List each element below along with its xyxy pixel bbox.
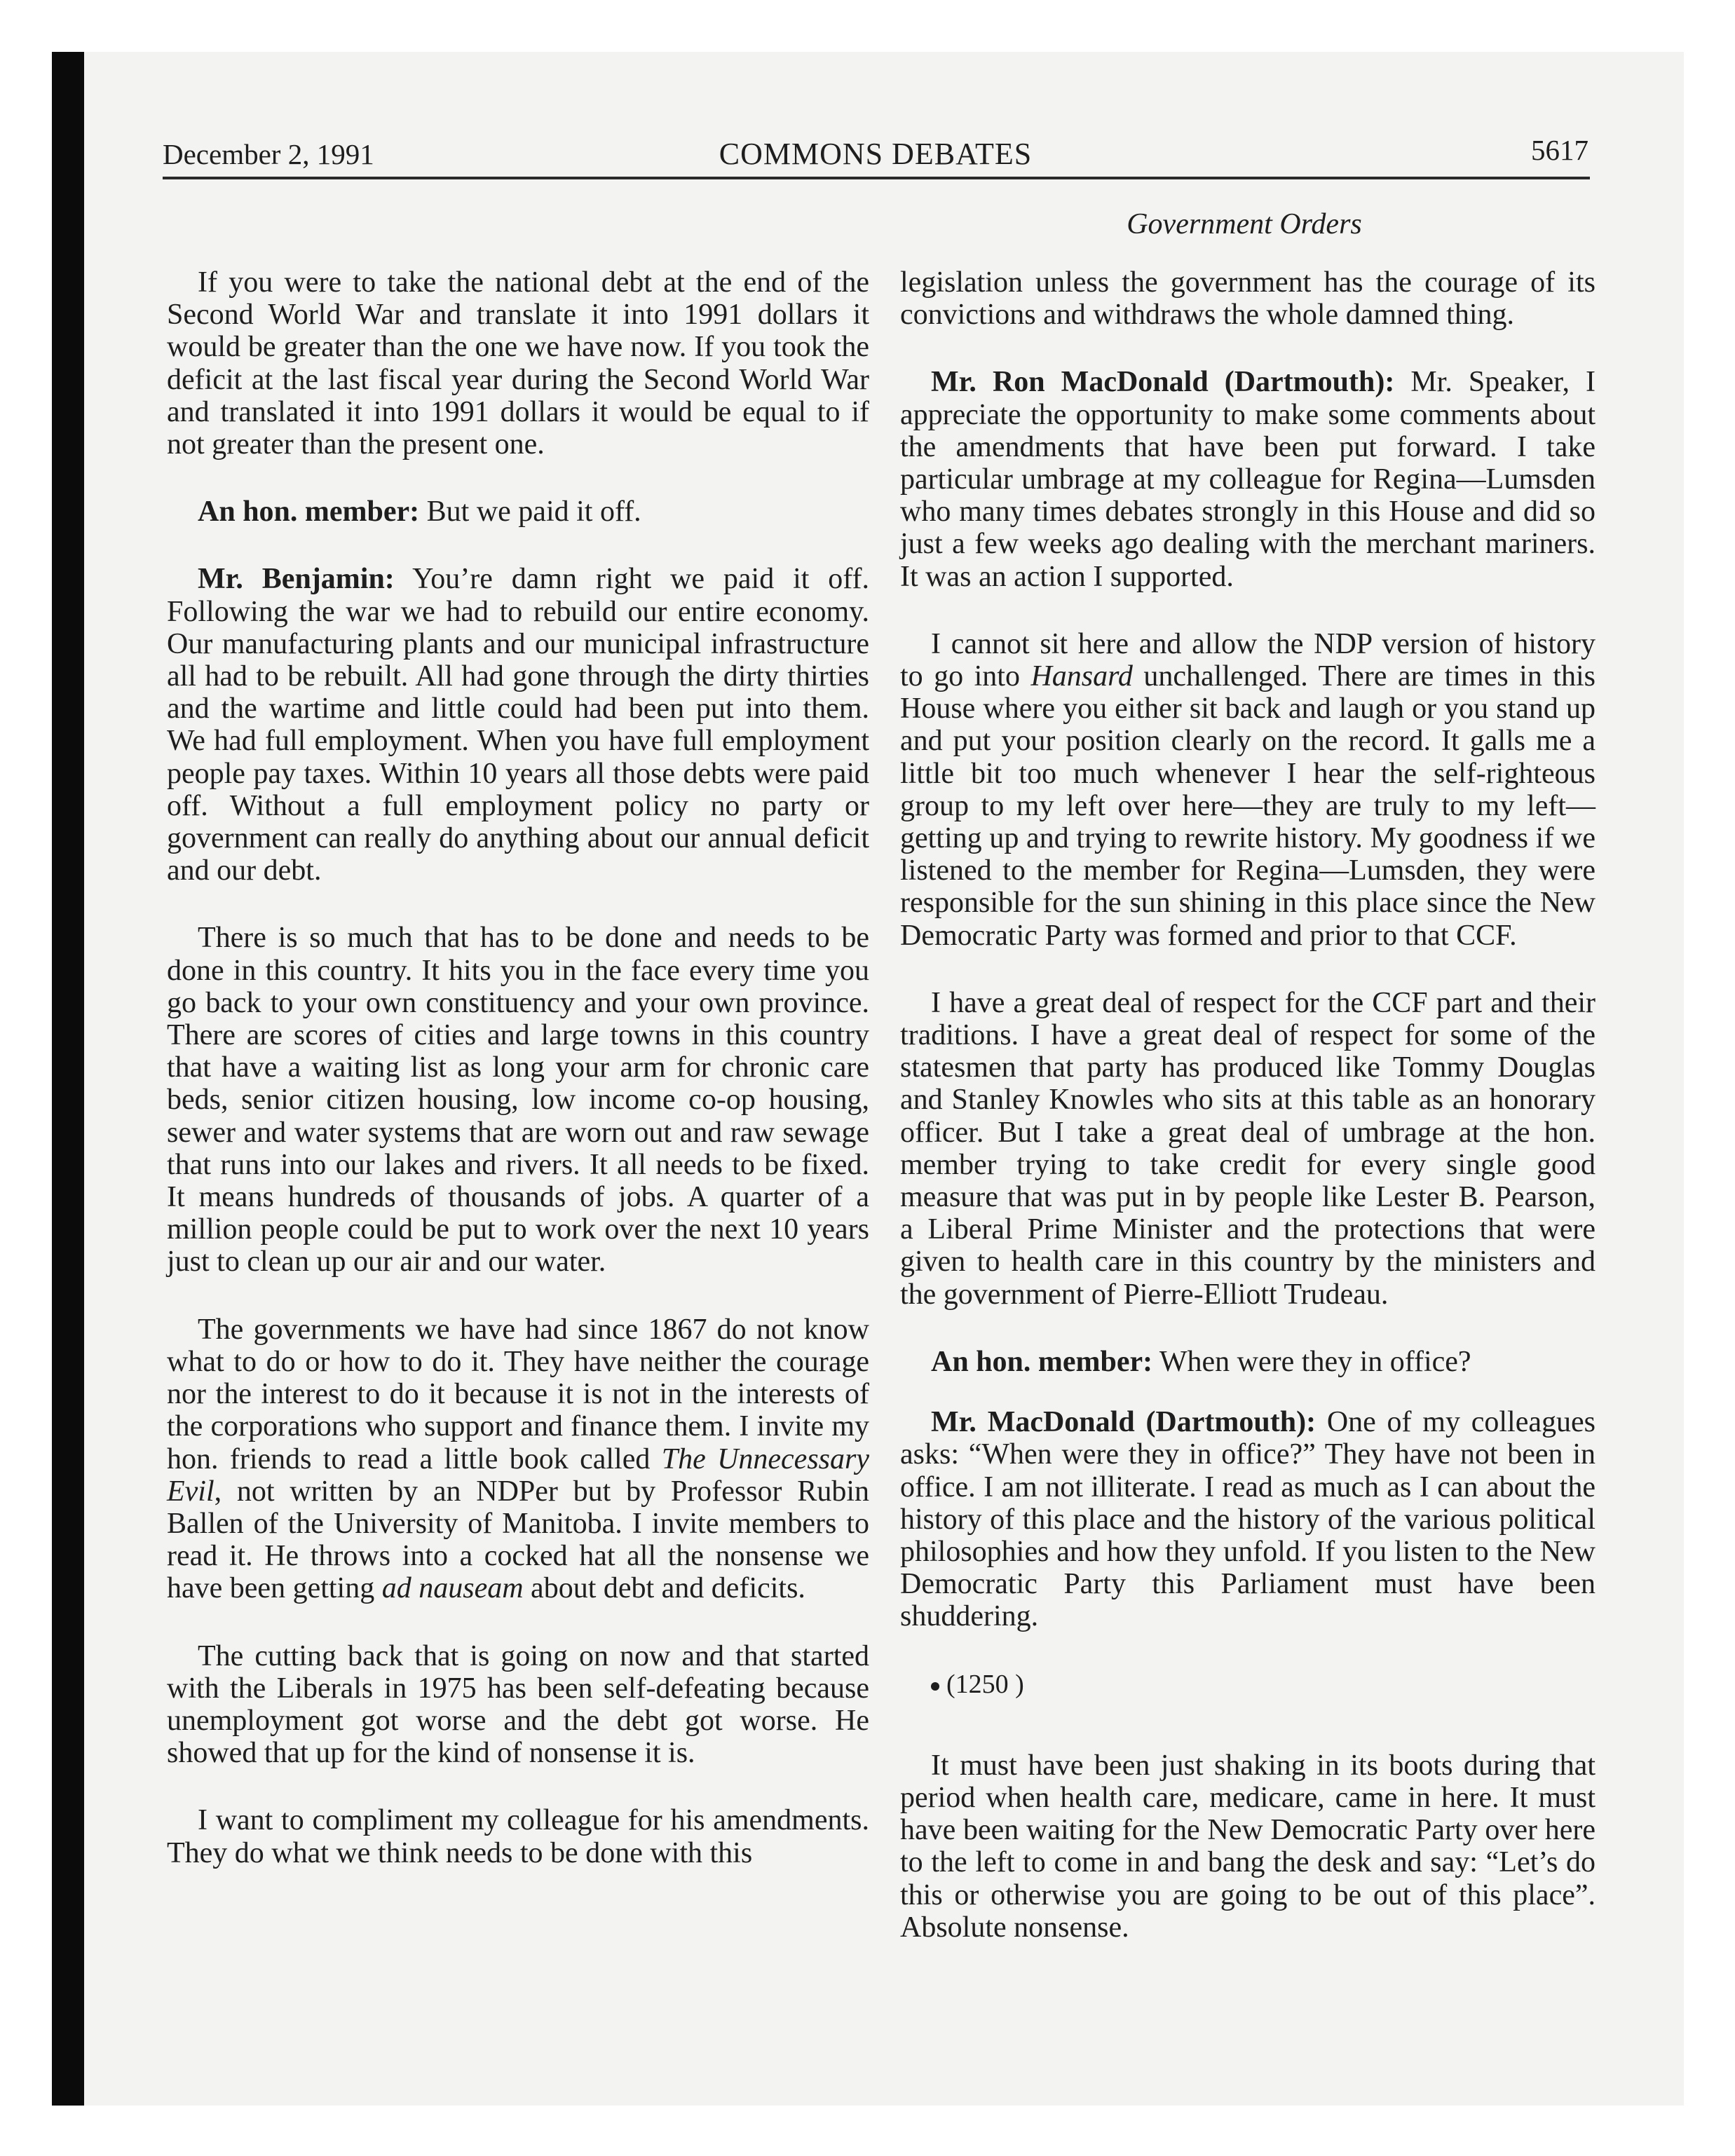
paragraph-text: about debt and deficits. [523, 1572, 805, 1605]
publication-title: Hansard [1030, 660, 1133, 693]
paragraph: I have a great deal of respect for the CCF part and their traditions. I have a great deal of respect for some of the statesmen that party has produced like Tommy Douglas and Stanley Knowles who sits at this table as an honorary officer. But I take a great deal of umbrage at the hon. member trying to take credit for every single good measure that was put in by people like Lester B. Pearson, a Liberal Prime Minister and the protections that were given to health care in this country by the ministers and the government of Pierre-Elliott Trudeau. [900, 986, 1595, 1311]
paragraph: I want to compliment my colleague for his amendments. They do what we think needs to be done with this [167, 1804, 869, 1869]
speaker-name: An hon. member: [931, 1345, 1153, 1378]
paragraph-text: , not written by an NDPer but by Professor Rubin Ballen of the University of Manitoba. I invite members to read it. He throws into a cocked hat all the nonsense we have been getting [167, 1475, 869, 1605]
right-column [900, 266, 1595, 1979]
speaker-name: Mr. MacDonald (Dartmouth): [931, 1406, 1316, 1439]
speaker-name: Mr. Benjamin: [198, 563, 395, 596]
speech-paragraph [167, 496, 869, 528]
paragraph [900, 628, 1595, 952]
bullet-icon [931, 1682, 939, 1691]
speech-text: You’re damn right we paid it off. Following the war we had to rebuild our entire economy. Our manufacturing plants and our municipal infrastructure all had to be rebuilt. All had gone through the dirty thirties and the wartime and little could had been put into them. We had full employment. When you have full employment people pay taxes. Within 10 years all those debts were paid off. Without a full employment policy no party or government can really do anything about our annual deficit and our debt. [167, 563, 869, 887]
time-marker-text: (1250 ) [946, 1669, 1024, 1699]
paragraph: There is so much that has to be done and needs to be done in this country. It hits you in the face every time you go back to your own constituency and your own province. There are scores of cities and large towns in this country that have a waiting list as long your arm for chronic care beds, senior citizen housing, low income co-op housing, sewer and water systems that are worn out and raw sewage that runs into our lakes and rivers. It all needs to be fixed. It means hundreds of thousands of jobs. A quarter of a million people could be put to work over the next 10 years just to clean up our air and our water. [167, 922, 869, 1278]
paragraph-text: The governments we have had since 1867 do not know what to do or how to do it. They have neither the courage nor the interest to do it because it is not in the interests of the corporations who support and finance them. I invite my hon. friends to read a little book called [167, 1313, 869, 1475]
page-header [163, 132, 1588, 181]
paragraph: If you were to take the national debt at the end of the Second World War and translate it into 1991 dollars it would be greater than the one we have now. If you took the deficit at the last fiscal year during the Second World War and translated it into 1991 dollars it would be equal to if not greater than the present one. [167, 266, 869, 461]
speech-text: Mr. Speaker, I appreciate the opportunity to make some comments about the amendments that have been put forward. I take particular umbrage at my colleague for Regina—Lumsden who many times debates strongly in this House and did so just a few weeks ago dealing with the merchant mariners. It was an action I supported. [900, 366, 1595, 593]
paragraph-text: I cannot sit here and allow the NDP version of history to go into [900, 627, 1595, 693]
speech-paragraph [900, 366, 1595, 592]
page-number: 5617 [1531, 134, 1588, 166]
paragraph-text: unchallenged. There are times in this House where you either sit back and laugh or you stand up and put your position clearly on the record. It galls me a little bit too much whenever I hear the self-righteous group to my left over here—they are truly to my left—getting up and trying to rewrite history. My goodness if we listened to the member for Regina—Lumsden, they were responsible for the sun shining in this place since the New Democratic Party was formed and prior to that CCF. [900, 660, 1595, 952]
speech-paragraph [167, 563, 869, 887]
paragraph: The cutting back that is going on now and that started with the Liberals in 1975 has been self-defeating because unemployment got worse and the debt got worse. He showed that up for the kind of nonsense it is. [167, 1639, 869, 1770]
speech-text: When were they in office? [1152, 1345, 1471, 1378]
speech-text: But we paid it off. [419, 496, 641, 528]
book-title: The Unnecessary Evil [167, 1442, 869, 1508]
latin-phrase: ad nauseam [381, 1572, 524, 1605]
paragraph [167, 1314, 869, 1605]
header-date: December 2, 1991 [163, 138, 374, 170]
left-column [167, 266, 869, 1904]
speech-paragraph [900, 1346, 1595, 1378]
speaker-name: Mr. Ron MacDonald (Dartmouth): [931, 366, 1395, 399]
header-rule [163, 177, 1590, 179]
scan-binding-edge [52, 52, 84, 2106]
speaker-name: An hon. member: [198, 496, 420, 528]
header-title: COMMONS DEBATES [719, 137, 1033, 171]
time-marker [900, 1668, 1595, 1700]
speech-text: One of my colleagues asks: “When were they in office?” They have not been in office. I am not illiterate. I read as much as I can about the history of this place and the history of the various political philosophies and how they unfold. If you listen to the New Democratic Party this Parliament must have been shuddering. [900, 1406, 1595, 1633]
paragraph: It must have been just shaking in its boots during that period when health care, medicare, came in here. It must have been waiting for the New Democratic Party over here to the left to come in and bang the desk and say: “Let’s do this or otherwise you are going to be out of this place”. Absolute nonsense. [900, 1749, 1595, 1944]
paragraph: legislation unless the government has the courage of its convictions and withdraws the whole damned thing. [900, 266, 1595, 332]
speech-paragraph [900, 1406, 1595, 1632]
section-label: Government Orders [1127, 208, 1362, 240]
